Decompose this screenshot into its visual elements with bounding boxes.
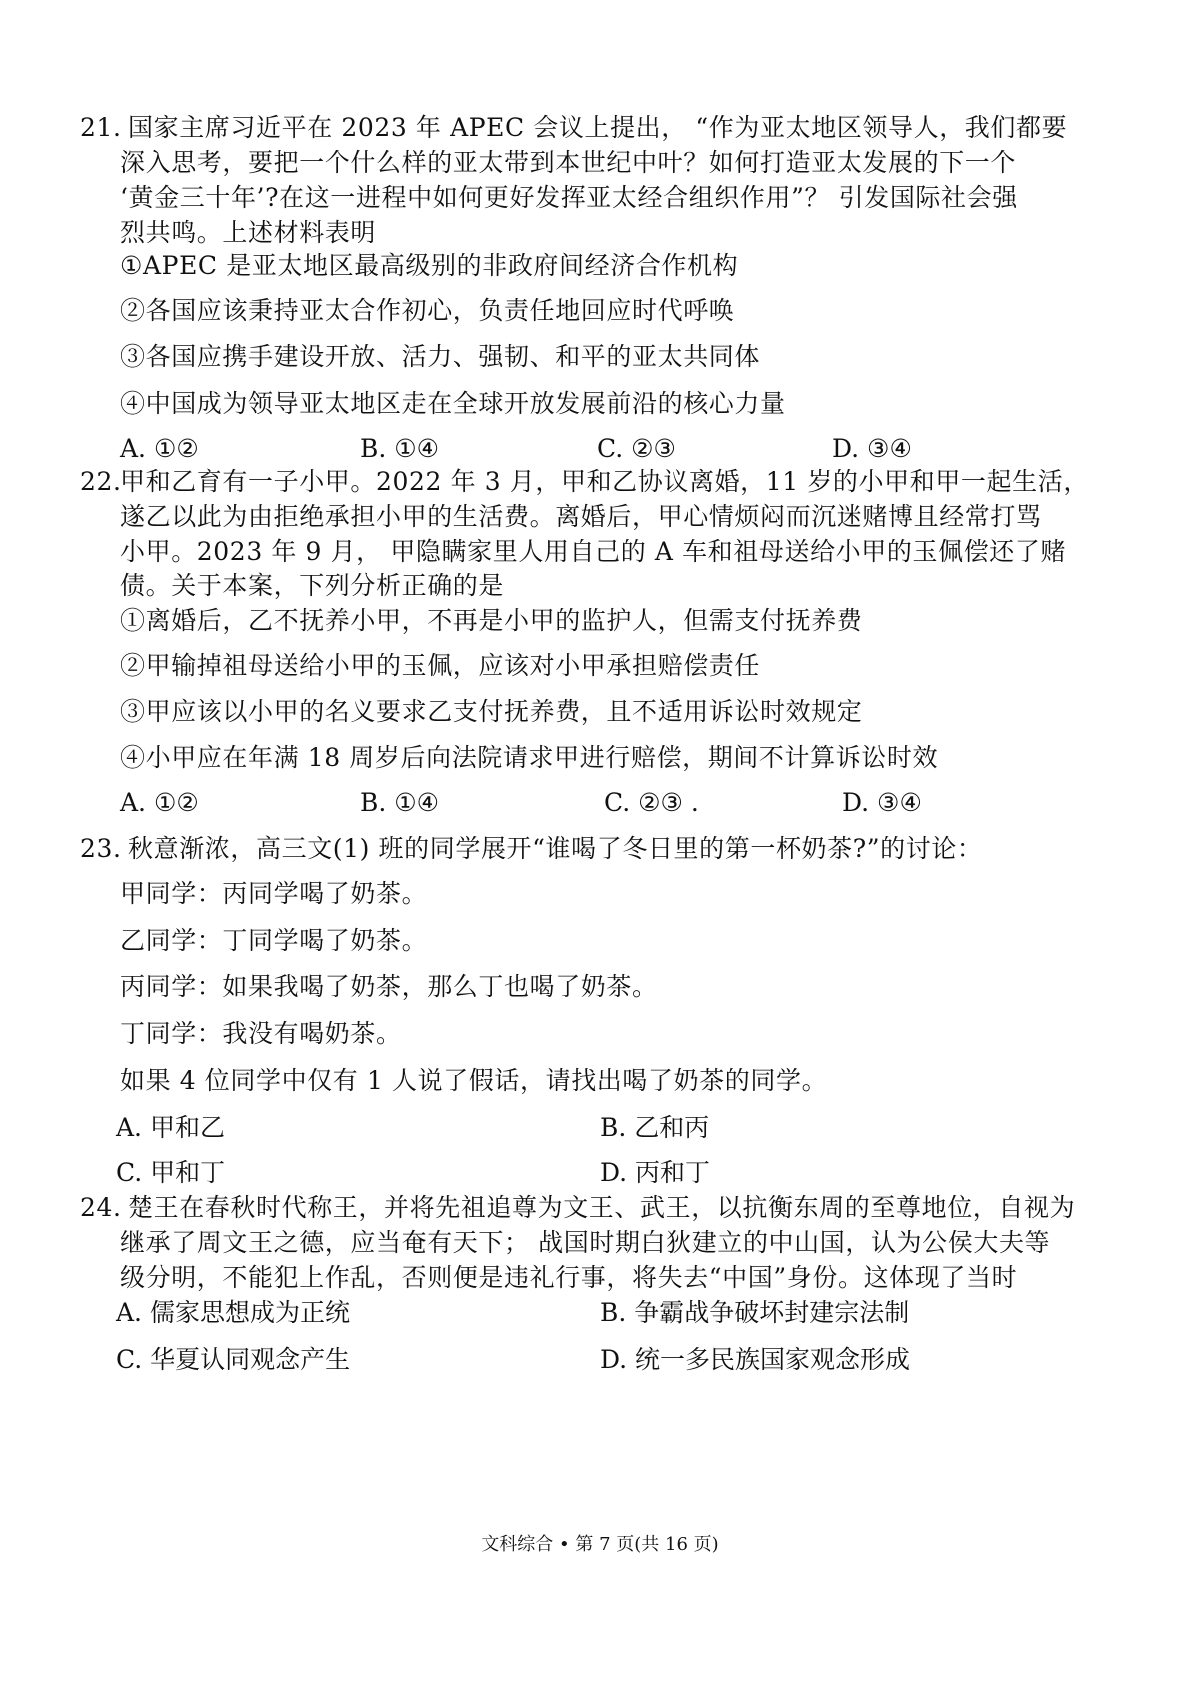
statement: ③各国应携手建设开放、活力、强韧、和平的亚太共同体: [120, 342, 761, 371]
stem-line: 遂乙以此为由拒绝承担小甲的生活费。离婚后，甲心情烦闷而沉迷赌博且经常打骂: [120, 502, 1042, 531]
statement: 甲同学：丙同学喝了奶茶。: [120, 879, 428, 908]
statement: 丁同学：我没有喝奶茶。: [120, 1019, 402, 1048]
stem-line: 深入思考，要把一个什么样的亚太带到本世纪中叶？如何打造亚太发展的下一个: [120, 148, 1017, 177]
stem-line: 楚王在春秋时代称王，并将先祖追尊为文王、武王，以抗衡东周的至尊地位，自视为: [128, 1193, 1076, 1222]
stem-line: 甲和乙育有一子小甲。2022 年 3 月，甲和乙协议离婚，11 岁的小甲和甲一起生活，: [120, 467, 1089, 496]
option-d: D. ③④: [842, 788, 922, 817]
option-b: B. 争霸战争破坏封建宗法制: [600, 1298, 910, 1327]
option-d: D. ③④: [832, 434, 912, 463]
option-a: A. ①②: [120, 434, 199, 463]
statement: 如果 4 位同学中仅有 1 人说了假话，请找出喝了奶茶的同学。: [120, 1066, 828, 1095]
statement: ①APEC 是亚太地区最高级别的非政府间经济合作机构: [120, 251, 739, 280]
option-b: B. 乙和丙: [600, 1113, 710, 1142]
stem-line: 秋意渐浓，高三文(1) 班的同学展开“谁喝了冬日里的第一杯奶茶?”的讨论：: [128, 834, 983, 863]
statement: ②甲输掉祖母送给小甲的玉佩，应该对小甲承担赔偿责任: [120, 651, 761, 680]
statement: 乙同学：丁同学喝了奶茶。: [120, 926, 428, 955]
option-b: B. ①④: [360, 788, 440, 817]
statement: ④中国成为领导亚太地区走在全球开放发展前沿的核心力量: [120, 389, 786, 418]
statement: ①离婚后，乙不抚养小甲，不再是小甲的监护人，但需支付抚养费: [120, 606, 863, 635]
stem-line: ‘黄金三十年’?在这一进程中如何更好发挥亚太经合组织作用”？ 引发国际社会强: [120, 183, 1018, 212]
option-d: D. 丙和丁: [600, 1158, 711, 1187]
question-number: 22.: [80, 467, 122, 496]
option-c: C. ②③: [597, 434, 676, 463]
option-b: B. ①④: [360, 434, 440, 463]
statement: ③甲应该以小甲的名义要求乙支付抚养费，且不适用诉讼时效规定: [120, 697, 863, 726]
stem-line: 烈共鸣。上述材料表明: [120, 218, 377, 247]
stem-line: 小甲。2023 年 9 月， 甲隐瞒家里人用自己的 A 车和祖母送给小甲的玉佩偿还了赌: [120, 537, 1067, 566]
question-number: 24.: [80, 1193, 122, 1222]
statement: 丙同学：如果我喝了奶茶，那么丁也喝了奶茶。: [120, 972, 658, 1001]
statement: ④小甲应在年满 18 周岁后向法院请求甲进行赔偿，期间不计算诉讼时效: [120, 743, 939, 772]
option-a: A. 甲和乙: [116, 1113, 225, 1142]
stem-line: 级分明，不能犯上作乱，否则便是违礼行事，将失去“中国”身份。这体现了当时: [120, 1263, 1018, 1292]
option-a: A. 儒家思想成为正统: [116, 1298, 350, 1327]
stem-line: 国家主席习近平在 2023 年 APEC 会议上提出， “作为亚太地区领导人，我们都要: [128, 113, 1068, 142]
page-footer: 文科综合 • 第 7 页(共 16 页): [481, 1534, 719, 1555]
stem-line: 债。关于本案，下列分析正确的是: [120, 571, 505, 600]
statement: ②各国应该秉持亚太合作初心，负责任地回应时代呼唤: [120, 296, 735, 325]
option-c: C. 甲和丁: [116, 1158, 226, 1187]
option-c: C. ②③ .: [604, 788, 699, 817]
question-number: 21.: [80, 113, 122, 142]
option-d: D. 统一多民族国家观念形成: [600, 1345, 911, 1374]
option-a: A. ①②: [120, 788, 199, 817]
stem-line: 继承了周文王之德，应当奄有天下； 战国时期白狄建立的中山国，认为公侯大夫等: [120, 1228, 1051, 1257]
question-number: 23.: [80, 834, 122, 863]
option-c: C. 华夏认同观念产生: [116, 1345, 351, 1374]
